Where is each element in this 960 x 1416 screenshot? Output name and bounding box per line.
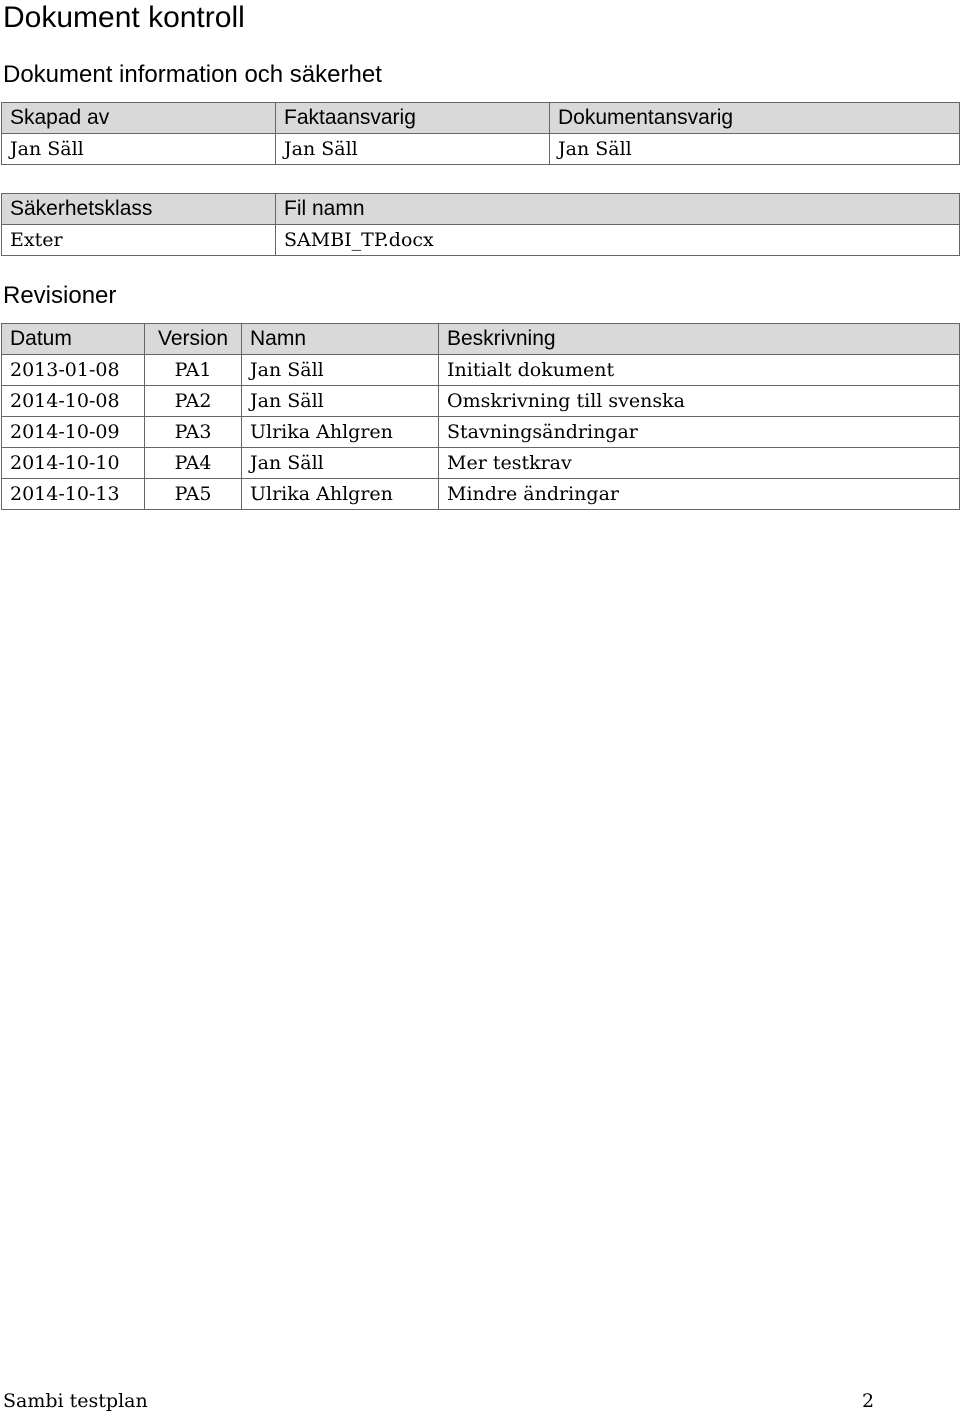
value-sakerhetsklass: Exter bbox=[2, 225, 276, 256]
header-version: Version bbox=[145, 324, 242, 355]
security-value-row bbox=[2, 225, 960, 256]
revision-author: Ulrika Ahlgren bbox=[242, 417, 439, 448]
revision-author: Ulrika Ahlgren bbox=[242, 479, 439, 510]
header-datum: Datum bbox=[2, 324, 145, 355]
revision-description: Omskrivning till svenska bbox=[439, 386, 960, 417]
revision-date: 2014-10-09 bbox=[2, 417, 145, 448]
revision-date: 2013-01-08 bbox=[2, 355, 145, 386]
table-row bbox=[2, 417, 960, 448]
revision-version: PA2 bbox=[145, 386, 242, 417]
table-row bbox=[2, 448, 960, 479]
header-dokumentansvarig: Dokumentansvarig bbox=[550, 103, 960, 134]
revision-date: 2014-10-13 bbox=[2, 479, 145, 510]
info-heading: Dokument information och säkerhet bbox=[3, 61, 382, 88]
revisions-table bbox=[1, 323, 960, 510]
footer-page-number: 2 bbox=[862, 1390, 875, 1412]
value-skapad-av: Jan Säll bbox=[2, 134, 276, 165]
revision-date: 2014-10-08 bbox=[2, 386, 145, 417]
header-faktaansvarig: Faktaansvarig bbox=[276, 103, 550, 134]
page-title: Dokument kontroll bbox=[3, 1, 245, 34]
revision-author: Jan Säll bbox=[242, 448, 439, 479]
table-row bbox=[2, 386, 960, 417]
header-beskrivning: Beskrivning bbox=[439, 324, 960, 355]
revision-version: PA1 bbox=[145, 355, 242, 386]
revision-date: 2014-10-10 bbox=[2, 448, 145, 479]
header-skapad-av: Skapad av bbox=[2, 103, 276, 134]
security-header-row bbox=[2, 194, 960, 225]
roles-value-row bbox=[2, 134, 960, 165]
header-fil-namn: Fil namn bbox=[276, 194, 960, 225]
revision-description: Mindre ändringar bbox=[439, 479, 960, 510]
table-row bbox=[2, 355, 960, 386]
value-faktaansvarig: Jan Säll bbox=[276, 134, 550, 165]
revision-description: Initialt dokument bbox=[439, 355, 960, 386]
revision-version: PA4 bbox=[145, 448, 242, 479]
value-fil-namn: SAMBI_TP.docx bbox=[276, 225, 960, 256]
value-dokumentansvarig: Jan Säll bbox=[550, 134, 960, 165]
header-namn: Namn bbox=[242, 324, 439, 355]
table-row bbox=[2, 479, 960, 510]
revision-version: PA3 bbox=[145, 417, 242, 448]
revision-author: Jan Säll bbox=[242, 386, 439, 417]
revision-version: PA5 bbox=[145, 479, 242, 510]
header-sakerhetsklass: Säkerhetsklass bbox=[2, 194, 276, 225]
revision-description: Stavningsändringar bbox=[439, 417, 960, 448]
roles-table bbox=[1, 102, 960, 165]
security-table bbox=[1, 193, 960, 256]
revisions-heading: Revisioner bbox=[3, 282, 117, 309]
revision-description: Mer testkrav bbox=[439, 448, 960, 479]
footer-document-name: Sambi testplan bbox=[3, 1390, 148, 1412]
revision-author: Jan Säll bbox=[242, 355, 439, 386]
revisions-header-row bbox=[2, 324, 960, 355]
roles-header-row bbox=[2, 103, 960, 134]
